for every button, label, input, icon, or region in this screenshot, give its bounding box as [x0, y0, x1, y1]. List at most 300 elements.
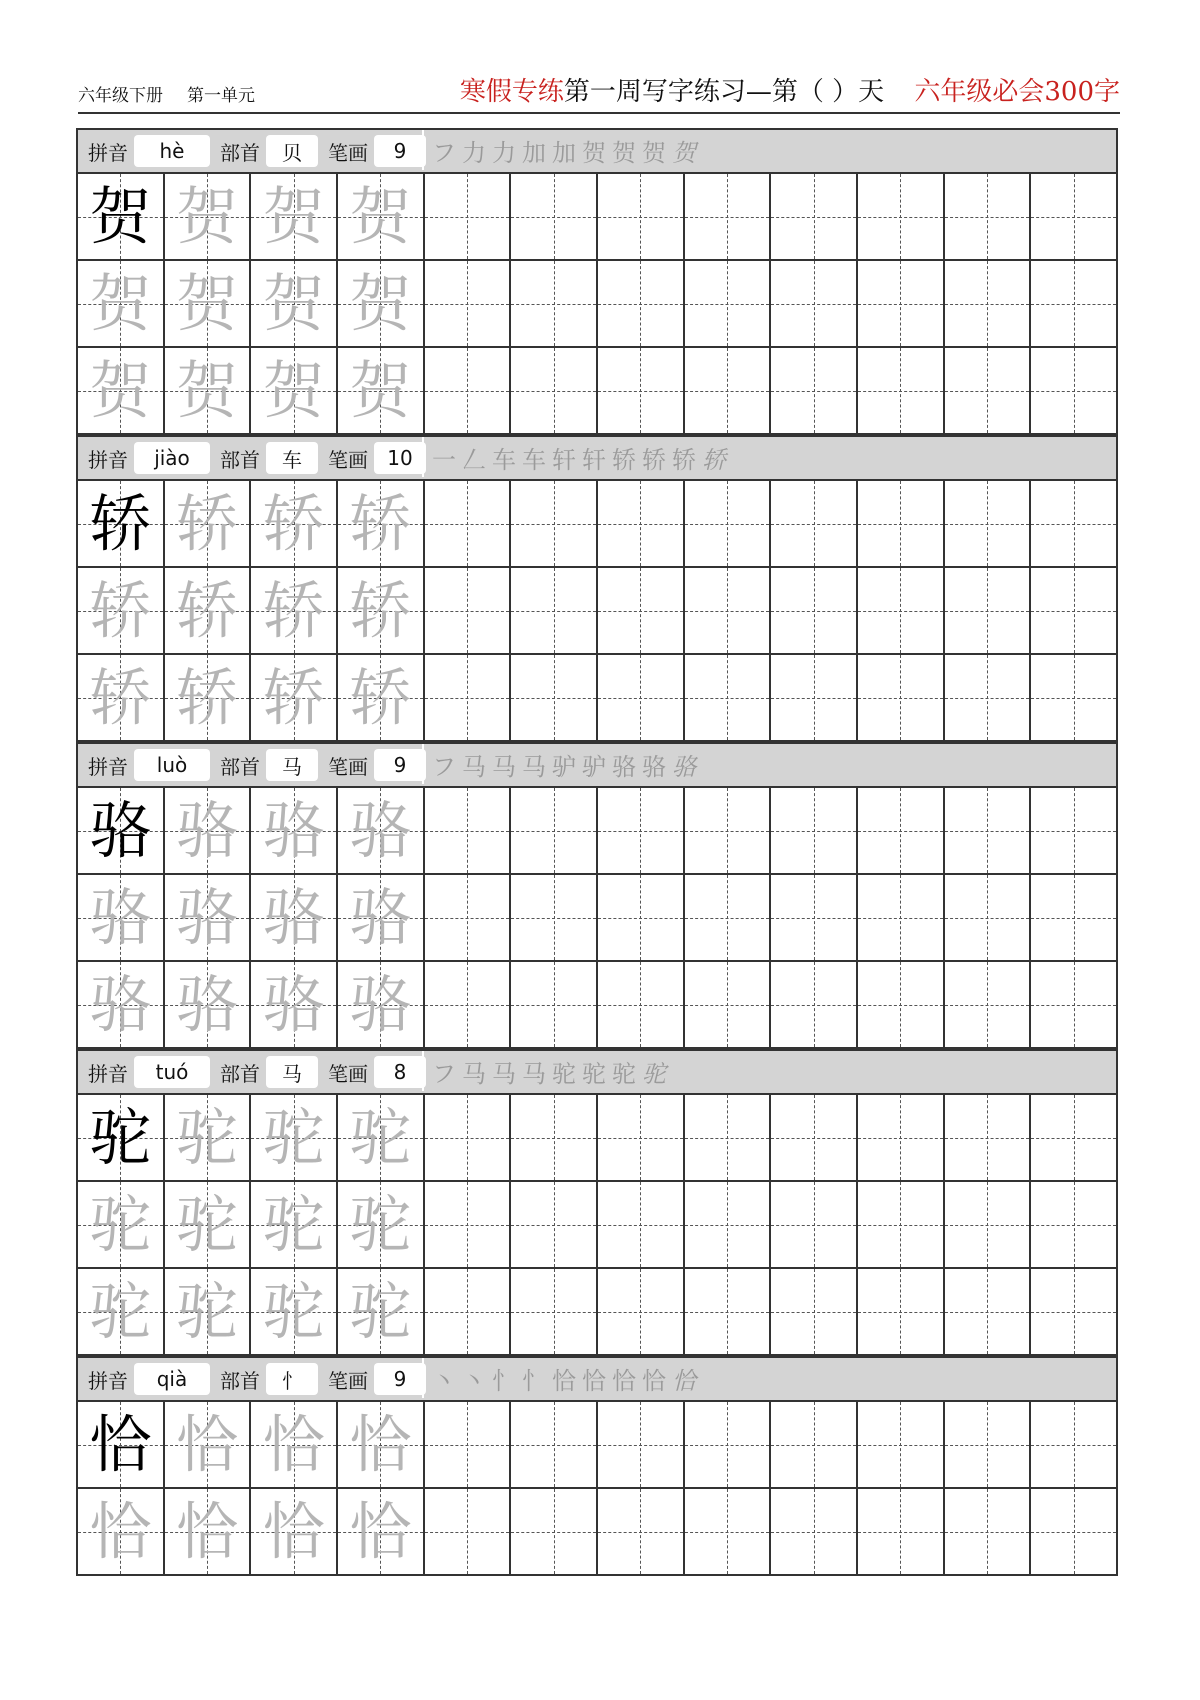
writing-cell[interactable]: [425, 1269, 512, 1356]
model-cell: [338, 655, 425, 742]
practice-row: [78, 962, 1118, 1049]
writing-cell[interactable]: [598, 1095, 685, 1182]
writing-cell[interactable]: [685, 962, 772, 1049]
model-cell: [251, 655, 338, 742]
writing-cell[interactable]: [425, 348, 512, 435]
writing-cell[interactable]: [685, 1489, 772, 1576]
stroke-step: 力: [492, 138, 518, 167]
model-cell: [78, 1402, 165, 1489]
stroke-step: 轿: [642, 445, 668, 474]
stroke-step: 驼: [642, 1059, 668, 1088]
trace-character: 贺: [349, 179, 412, 253]
trace-character: 贺: [89, 266, 152, 340]
char-info-bar: [76, 1049, 1118, 1093]
writing-cell[interactable]: [1031, 788, 1118, 875]
stroke-step: 马: [522, 1059, 548, 1088]
writing-cell[interactable]: [511, 1182, 598, 1269]
model-cell: [338, 1095, 425, 1182]
trace-character: 恰: [176, 1407, 239, 1481]
trace-character: 骆: [349, 793, 412, 867]
char-info-bar: [76, 742, 1118, 786]
writing-cell[interactable]: [685, 568, 772, 655]
trace-character: 驼: [176, 1187, 239, 1261]
stroke-order: [422, 130, 702, 170]
writing-cell[interactable]: [771, 1402, 858, 1489]
model-cell: [338, 875, 425, 962]
trace-character: 恰: [262, 1494, 325, 1568]
writing-cell[interactable]: [771, 1182, 858, 1269]
pinyin-label: 拼音: [88, 140, 128, 165]
writing-cell[interactable]: [425, 1182, 512, 1269]
model-cell: [251, 1269, 338, 1356]
writing-cell[interactable]: [1031, 655, 1118, 742]
trace-character: 驼: [349, 1100, 412, 1174]
pinyin-value: hè: [134, 135, 210, 167]
writing-cell[interactable]: [945, 348, 1032, 435]
writing-cell[interactable]: [858, 1182, 945, 1269]
writing-cell[interactable]: [858, 1269, 945, 1356]
trace-character: 轿: [262, 660, 325, 734]
trace-character: 恰: [262, 1407, 325, 1481]
trace-character: 贺: [176, 266, 239, 340]
writing-cell[interactable]: [685, 348, 772, 435]
writing-cell[interactable]: [425, 568, 512, 655]
radical-label: 部首: [220, 1368, 260, 1393]
pinyin-label: 拼音: [88, 447, 128, 472]
model-cell: [251, 1402, 338, 1489]
strokes-label: 笔画: [328, 447, 368, 472]
stroke-step: 骆: [612, 752, 638, 781]
practice-row: [78, 655, 1118, 742]
practice-row: [78, 1489, 1118, 1576]
model-cell: [338, 174, 425, 261]
trace-character: 轿: [349, 660, 412, 734]
writing-cell[interactable]: [945, 174, 1032, 261]
writing-cell[interactable]: [511, 1402, 598, 1489]
model-cell: [78, 174, 165, 261]
writing-cell[interactable]: [1031, 1269, 1118, 1356]
stroke-step: フ: [432, 1059, 458, 1088]
stroke-step: 贺: [642, 138, 668, 167]
model-character: 恰: [89, 1407, 152, 1481]
radical-value: 忄: [266, 1363, 318, 1395]
trace-character: 驼: [89, 1187, 152, 1261]
char-info-bar: [76, 1356, 1118, 1400]
stroke-step: 驴: [552, 752, 578, 781]
stroke-step: 忄: [522, 1366, 548, 1395]
writing-cell[interactable]: [511, 1489, 598, 1576]
trace-character: 驼: [349, 1274, 412, 1348]
trace-character: 贺: [262, 353, 325, 427]
writing-cell[interactable]: [598, 568, 685, 655]
writing-cell[interactable]: [1031, 1489, 1118, 1576]
writing-cell[interactable]: [598, 875, 685, 962]
model-cell: [251, 1095, 338, 1182]
pinyin-value: jiào: [134, 442, 210, 474]
stroke-step: フ: [432, 138, 458, 167]
trace-character: 轿: [262, 486, 325, 560]
writing-cell[interactable]: [685, 788, 772, 875]
model-cell: [338, 481, 425, 568]
stroke-step: 贺: [672, 138, 698, 167]
stroke-step: 恰: [552, 1366, 578, 1395]
title-right: 六年级必会300字: [914, 77, 1120, 107]
writing-cell[interactable]: [685, 875, 772, 962]
writing-cell[interactable]: [945, 1489, 1032, 1576]
writing-cell[interactable]: [685, 1402, 772, 1489]
writing-cell[interactable]: [858, 655, 945, 742]
writing-cell[interactable]: [425, 481, 512, 568]
model-cell: [251, 788, 338, 875]
model-character: 轿: [89, 486, 152, 560]
model-cell: [251, 174, 338, 261]
practice-row: [78, 1269, 1118, 1356]
writing-cell[interactable]: [771, 1269, 858, 1356]
trace-character: 驼: [262, 1274, 325, 1348]
char-block: [76, 742, 1118, 1049]
writing-cell[interactable]: [511, 568, 598, 655]
stroke-order: [422, 1051, 672, 1091]
model-cell: [251, 962, 338, 1049]
model-cell: [251, 568, 338, 655]
writing-cell[interactable]: [685, 1095, 772, 1182]
header-title: [460, 71, 1120, 108]
writing-cell[interactable]: [858, 348, 945, 435]
writing-cell[interactable]: [945, 655, 1032, 742]
page-header: [78, 70, 1120, 114]
model-cell: [78, 875, 165, 962]
writing-cell[interactable]: [771, 174, 858, 261]
writing-cell[interactable]: [858, 875, 945, 962]
trace-character: 贺: [262, 179, 325, 253]
writing-cell[interactable]: [771, 261, 858, 348]
writing-cell[interactable]: [511, 481, 598, 568]
trace-character: 贺: [349, 353, 412, 427]
writing-cell[interactable]: [511, 875, 598, 962]
stroke-step: 加: [522, 138, 548, 167]
model-cell: [165, 788, 252, 875]
writing-cell[interactable]: [511, 174, 598, 261]
writing-cell[interactable]: [685, 1269, 772, 1356]
writing-cell[interactable]: [945, 481, 1032, 568]
writing-cell[interactable]: [945, 1269, 1032, 1356]
writing-cell[interactable]: [771, 788, 858, 875]
writing-cell[interactable]: [771, 875, 858, 962]
writing-cell[interactable]: [1031, 174, 1118, 261]
char-block: [76, 128, 1118, 435]
writing-cell[interactable]: [771, 568, 858, 655]
writing-cell[interactable]: [945, 788, 1032, 875]
trace-character: 驼: [89, 1274, 152, 1348]
writing-cell[interactable]: [511, 655, 598, 742]
model-cell: [165, 481, 252, 568]
pinyin-value: qià: [134, 1363, 210, 1395]
writing-cell[interactable]: [425, 1489, 512, 1576]
pinyin-value: tuó: [134, 1056, 210, 1088]
writing-cell[interactable]: [425, 1402, 512, 1489]
writing-cell[interactable]: [511, 1269, 598, 1356]
writing-cell[interactable]: [425, 655, 512, 742]
stroke-step: 车: [522, 445, 548, 474]
stroke-step: 轿: [612, 445, 638, 474]
trace-character: 恰: [349, 1494, 412, 1568]
writing-cell[interactable]: [1031, 481, 1118, 568]
writing-cell[interactable]: [945, 568, 1032, 655]
pinyin-label: 拼音: [88, 1061, 128, 1086]
practice-row: [78, 174, 1118, 261]
trace-character: 轿: [89, 660, 152, 734]
trace-character: 轿: [176, 486, 239, 560]
char-info-bar: [76, 435, 1118, 479]
stroke-step: 忄: [492, 1366, 518, 1395]
trace-character: 骆: [262, 967, 325, 1041]
model-cell: [165, 962, 252, 1049]
model-cell: [165, 348, 252, 435]
writing-cell[interactable]: [771, 348, 858, 435]
strokes-label: 笔画: [328, 754, 368, 779]
writing-cell[interactable]: [511, 348, 598, 435]
stroke-step: フ: [432, 752, 458, 781]
trace-character: 驼: [176, 1274, 239, 1348]
stroke-order: [422, 744, 702, 784]
writing-cell[interactable]: [858, 1095, 945, 1182]
practice-row: [78, 481, 1118, 568]
writing-cell[interactable]: [945, 1402, 1032, 1489]
writing-cell[interactable]: [598, 174, 685, 261]
stroke-step: 一: [432, 445, 458, 474]
writing-cell[interactable]: [1031, 1402, 1118, 1489]
title-red: 寒假专练: [459, 77, 564, 107]
writing-cell[interactable]: [598, 1269, 685, 1356]
writing-cell[interactable]: [1031, 568, 1118, 655]
writing-cell[interactable]: [945, 962, 1032, 1049]
writing-cell[interactable]: [858, 261, 945, 348]
model-cell: [338, 962, 425, 1049]
model-cell: [338, 1269, 425, 1356]
practice-grid: [76, 1093, 1118, 1356]
radical-label: 部首: [220, 140, 260, 165]
writing-cell[interactable]: [598, 1402, 685, 1489]
practice-row: [78, 568, 1118, 655]
stroke-step: 马: [462, 752, 488, 781]
stroke-step: 恰: [642, 1366, 668, 1395]
model-cell: [165, 1095, 252, 1182]
trace-character: 轿: [176, 573, 239, 647]
writing-cell[interactable]: [771, 655, 858, 742]
writing-cell[interactable]: [858, 962, 945, 1049]
practice-grid: [76, 479, 1118, 742]
writing-cell[interactable]: [1031, 875, 1118, 962]
writing-cell[interactable]: [1031, 1182, 1118, 1269]
trace-character: 驼: [262, 1187, 325, 1261]
stroke-step: 轩: [552, 445, 578, 474]
writing-cell[interactable]: [425, 875, 512, 962]
trace-character: 轿: [262, 573, 325, 647]
model-cell: [78, 1269, 165, 1356]
model-cell: [78, 962, 165, 1049]
stroke-step: 贺: [612, 138, 638, 167]
writing-cell[interactable]: [598, 481, 685, 568]
model-character: 骆: [89, 793, 152, 867]
stroke-step: 马: [522, 752, 548, 781]
writing-cell[interactable]: [685, 261, 772, 348]
trace-character: 骆: [262, 880, 325, 954]
writing-cell[interactable]: [685, 174, 772, 261]
stroke-step: 轩: [582, 445, 608, 474]
model-cell: [165, 655, 252, 742]
trace-character: 恰: [349, 1407, 412, 1481]
strokes-label: 笔画: [328, 1061, 368, 1086]
model-cell: [165, 261, 252, 348]
writing-cell[interactable]: [858, 481, 945, 568]
model-cell: [165, 1489, 252, 1576]
stroke-step: 贺: [582, 138, 608, 167]
stroke-step: 丶: [432, 1366, 458, 1395]
model-cell: [338, 568, 425, 655]
unit-label: 第一单元: [187, 86, 255, 106]
writing-cell[interactable]: [511, 962, 598, 1049]
model-cell: [338, 348, 425, 435]
writing-cell[interactable]: [945, 1182, 1032, 1269]
model-cell: [78, 261, 165, 348]
writing-cell[interactable]: [598, 1489, 685, 1576]
stroke-count: 9: [374, 1363, 426, 1395]
trace-character: 骆: [176, 967, 239, 1041]
char-block: [76, 1356, 1118, 1576]
writing-cell[interactable]: [945, 1095, 1032, 1182]
writing-cell[interactable]: [1031, 962, 1118, 1049]
practice-sheet: [76, 128, 1118, 1576]
stroke-step: 丶: [462, 1366, 488, 1395]
writing-cell[interactable]: [598, 788, 685, 875]
writing-cell[interactable]: [1031, 1095, 1118, 1182]
writing-cell[interactable]: [1031, 348, 1118, 435]
stroke-step: 恰: [612, 1366, 638, 1395]
writing-cell[interactable]: [945, 261, 1032, 348]
writing-cell[interactable]: [598, 261, 685, 348]
stroke-step: 恰: [672, 1366, 698, 1395]
stroke-step: 𠃋: [462, 445, 488, 474]
trace-character: 骆: [176, 880, 239, 954]
writing-cell[interactable]: [771, 1489, 858, 1576]
char-block: [76, 435, 1118, 742]
radical-label: 部首: [220, 754, 260, 779]
model-cell: [78, 348, 165, 435]
model-cell: [165, 1402, 252, 1489]
model-cell: [251, 348, 338, 435]
trace-character: 轿: [89, 573, 152, 647]
writing-cell[interactable]: [858, 568, 945, 655]
trace-character: 骆: [89, 880, 152, 954]
writing-cell[interactable]: [858, 1489, 945, 1576]
stroke-step: 驴: [582, 752, 608, 781]
writing-cell[interactable]: [425, 1095, 512, 1182]
practice-grid: [76, 786, 1118, 1049]
writing-cell[interactable]: [511, 788, 598, 875]
radical-value: 马: [266, 1056, 318, 1088]
writing-cell[interactable]: [598, 1182, 685, 1269]
model-cell: [78, 1095, 165, 1182]
stroke-step: 驼: [612, 1059, 638, 1088]
stroke-order: [422, 1358, 702, 1398]
radical-label: 部首: [220, 447, 260, 472]
writing-cell[interactable]: [858, 174, 945, 261]
char-info-bar: [76, 128, 1118, 172]
stroke-step: 轿: [672, 445, 698, 474]
writing-cell[interactable]: [858, 1402, 945, 1489]
writing-cell[interactable]: [771, 962, 858, 1049]
trace-character: 贺: [262, 266, 325, 340]
writing-cell[interactable]: [598, 962, 685, 1049]
stroke-step: 驼: [552, 1059, 578, 1088]
writing-cell[interactable]: [511, 261, 598, 348]
strokes-label: 笔画: [328, 140, 368, 165]
model-cell: [165, 1269, 252, 1356]
stroke-step: 骆: [642, 752, 668, 781]
practice-grid: [76, 1400, 1118, 1576]
trace-character: 恰: [176, 1494, 239, 1568]
writing-cell[interactable]: [685, 655, 772, 742]
model-cell: [251, 1182, 338, 1269]
model-cell: [165, 1182, 252, 1269]
trace-character: 贺: [349, 266, 412, 340]
stroke-step: 车: [492, 445, 518, 474]
writing-cell[interactable]: [945, 875, 1032, 962]
stroke-count: 8: [374, 1056, 426, 1088]
radical-value: 车: [266, 442, 318, 474]
writing-cell[interactable]: [425, 174, 512, 261]
model-cell: [78, 1489, 165, 1576]
writing-cell[interactable]: [771, 481, 858, 568]
model-cell: [78, 568, 165, 655]
char-block: [76, 1049, 1118, 1356]
stroke-count: 9: [374, 135, 426, 167]
stroke-step: 马: [492, 1059, 518, 1088]
trace-character: 轿: [176, 660, 239, 734]
trace-character: 驼: [176, 1100, 239, 1174]
writing-cell[interactable]: [685, 1182, 772, 1269]
practice-row: [78, 1182, 1118, 1269]
header-rule: [78, 112, 1120, 114]
pinyin-value: luò: [134, 749, 210, 781]
writing-cell[interactable]: [425, 261, 512, 348]
stroke-step: 马: [492, 752, 518, 781]
practice-row: [78, 1402, 1118, 1489]
writing-cell[interactable]: [771, 1095, 858, 1182]
trace-character: 驼: [349, 1187, 412, 1261]
writing-cell[interactable]: [511, 1095, 598, 1182]
stroke-count: 9: [374, 749, 426, 781]
writing-cell[interactable]: [598, 348, 685, 435]
model-cell: [251, 481, 338, 568]
model-cell: [165, 875, 252, 962]
writing-cell[interactable]: [425, 962, 512, 1049]
writing-cell[interactable]: [685, 481, 772, 568]
trace-character: 轿: [349, 486, 412, 560]
stroke-step: 骆: [672, 752, 698, 781]
stroke-step: 恰: [582, 1366, 608, 1395]
writing-cell[interactable]: [598, 655, 685, 742]
model-cell: [338, 1402, 425, 1489]
stroke-step: 马: [462, 1059, 488, 1088]
writing-cell[interactable]: [1031, 261, 1118, 348]
model-cell: [338, 788, 425, 875]
model-character: 驼: [89, 1100, 152, 1174]
writing-cell[interactable]: [425, 788, 512, 875]
header-left: [78, 81, 255, 106]
model-cell: [251, 875, 338, 962]
writing-cell[interactable]: [858, 788, 945, 875]
